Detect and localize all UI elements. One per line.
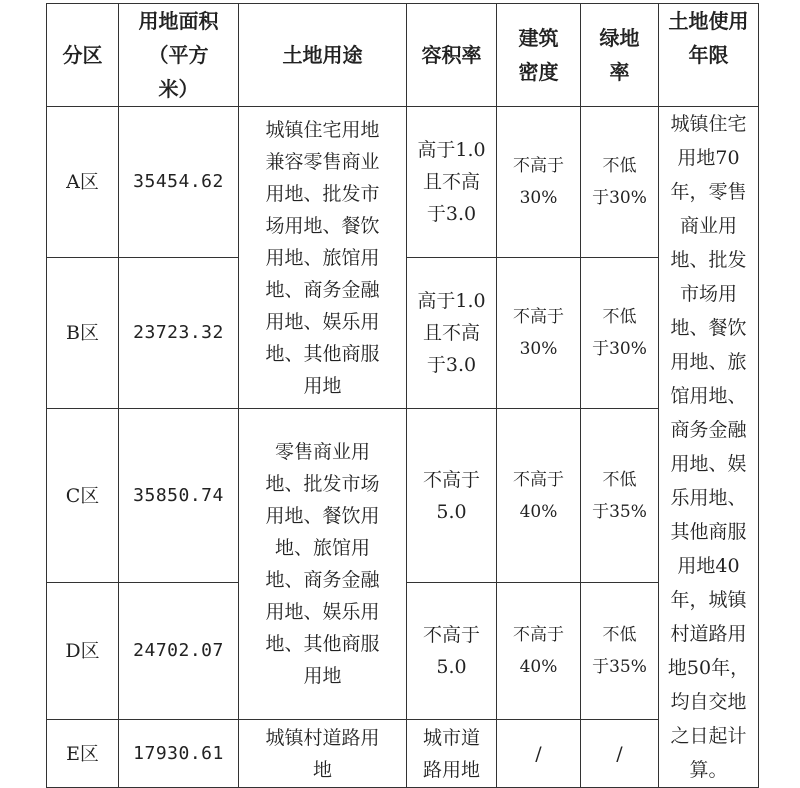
table-row	[47, 720, 759, 788]
green-cell: 不低 于35%	[581, 583, 659, 720]
header-green: 绿地 率	[581, 4, 659, 107]
usage-cell-cd: 零售商业用 地、批发市场 用地、餐饮用 地、旅馆用 地、商务金融 用地、娱乐用 地、其他商服 用地	[239, 409, 407, 720]
table-row	[47, 107, 759, 258]
area-cell: 17930.61	[119, 720, 239, 788]
area-cell: 23723.32	[119, 258, 239, 409]
header-far: 容积率	[407, 4, 497, 107]
green-cell: 不低 于35%	[581, 409, 659, 583]
far-cell: 不高于 5.0	[407, 583, 497, 720]
far-cell: 不高于 5.0	[407, 409, 497, 583]
zone-cell: D区	[47, 583, 119, 720]
area-cell: 35454.62	[119, 107, 239, 258]
header-term: 土地使用 年限	[659, 4, 759, 107]
far-cell: 高于1.0 且不高 于3.0	[407, 107, 497, 258]
density-cell: 不高于 30%	[497, 107, 581, 258]
far-cell: 高于1.0 且不高 于3.0	[407, 258, 497, 409]
green-cell: 不低 于30%	[581, 258, 659, 409]
usage-cell-ab: 城镇住宅用地 兼容零售商业 用地、批发市 场用地、餐饮 用地、旅馆用 地、商务金融 用地、娱乐用 地、其他商服 用地	[239, 107, 407, 409]
zone-cell: E区	[47, 720, 119, 788]
header-usage: 土地用途	[239, 4, 407, 107]
zone-cell: C区	[47, 409, 119, 583]
density-cell: 不高于 30%	[497, 258, 581, 409]
land-use-table	[46, 3, 759, 788]
area-cell: 35850.74	[119, 409, 239, 583]
zone-cell: B区	[47, 258, 119, 409]
header-zone: 分区	[47, 4, 119, 107]
zone-cell: A区	[47, 107, 119, 258]
header-area: 用地面积 （平方 米）	[119, 4, 239, 107]
table-row	[47, 409, 759, 583]
green-cell: 不低 于30%	[581, 107, 659, 258]
usage-cell-e: 城镇村道路用 地	[239, 720, 407, 788]
far-cell: 城市道 路用地	[407, 720, 497, 788]
area-cell: 24702.07	[119, 583, 239, 720]
header-density: 建筑 密度	[497, 4, 581, 107]
density-cell: 不高于 40%	[497, 583, 581, 720]
density-cell: 不高于 40%	[497, 409, 581, 583]
header-row	[47, 4, 759, 107]
density-cell: /	[497, 720, 581, 788]
term-cell: 城镇住宅 用地70 年，零售 商业用 地、批发 市场用 地、餐饮 用地、旅 馆用地、 商务金融 用地、娱 乐用地、 其他商服 用地40 年，城镇 村道路用 地50年， 均自交地 之日起计 算。	[659, 107, 759, 788]
green-cell: /	[581, 720, 659, 788]
